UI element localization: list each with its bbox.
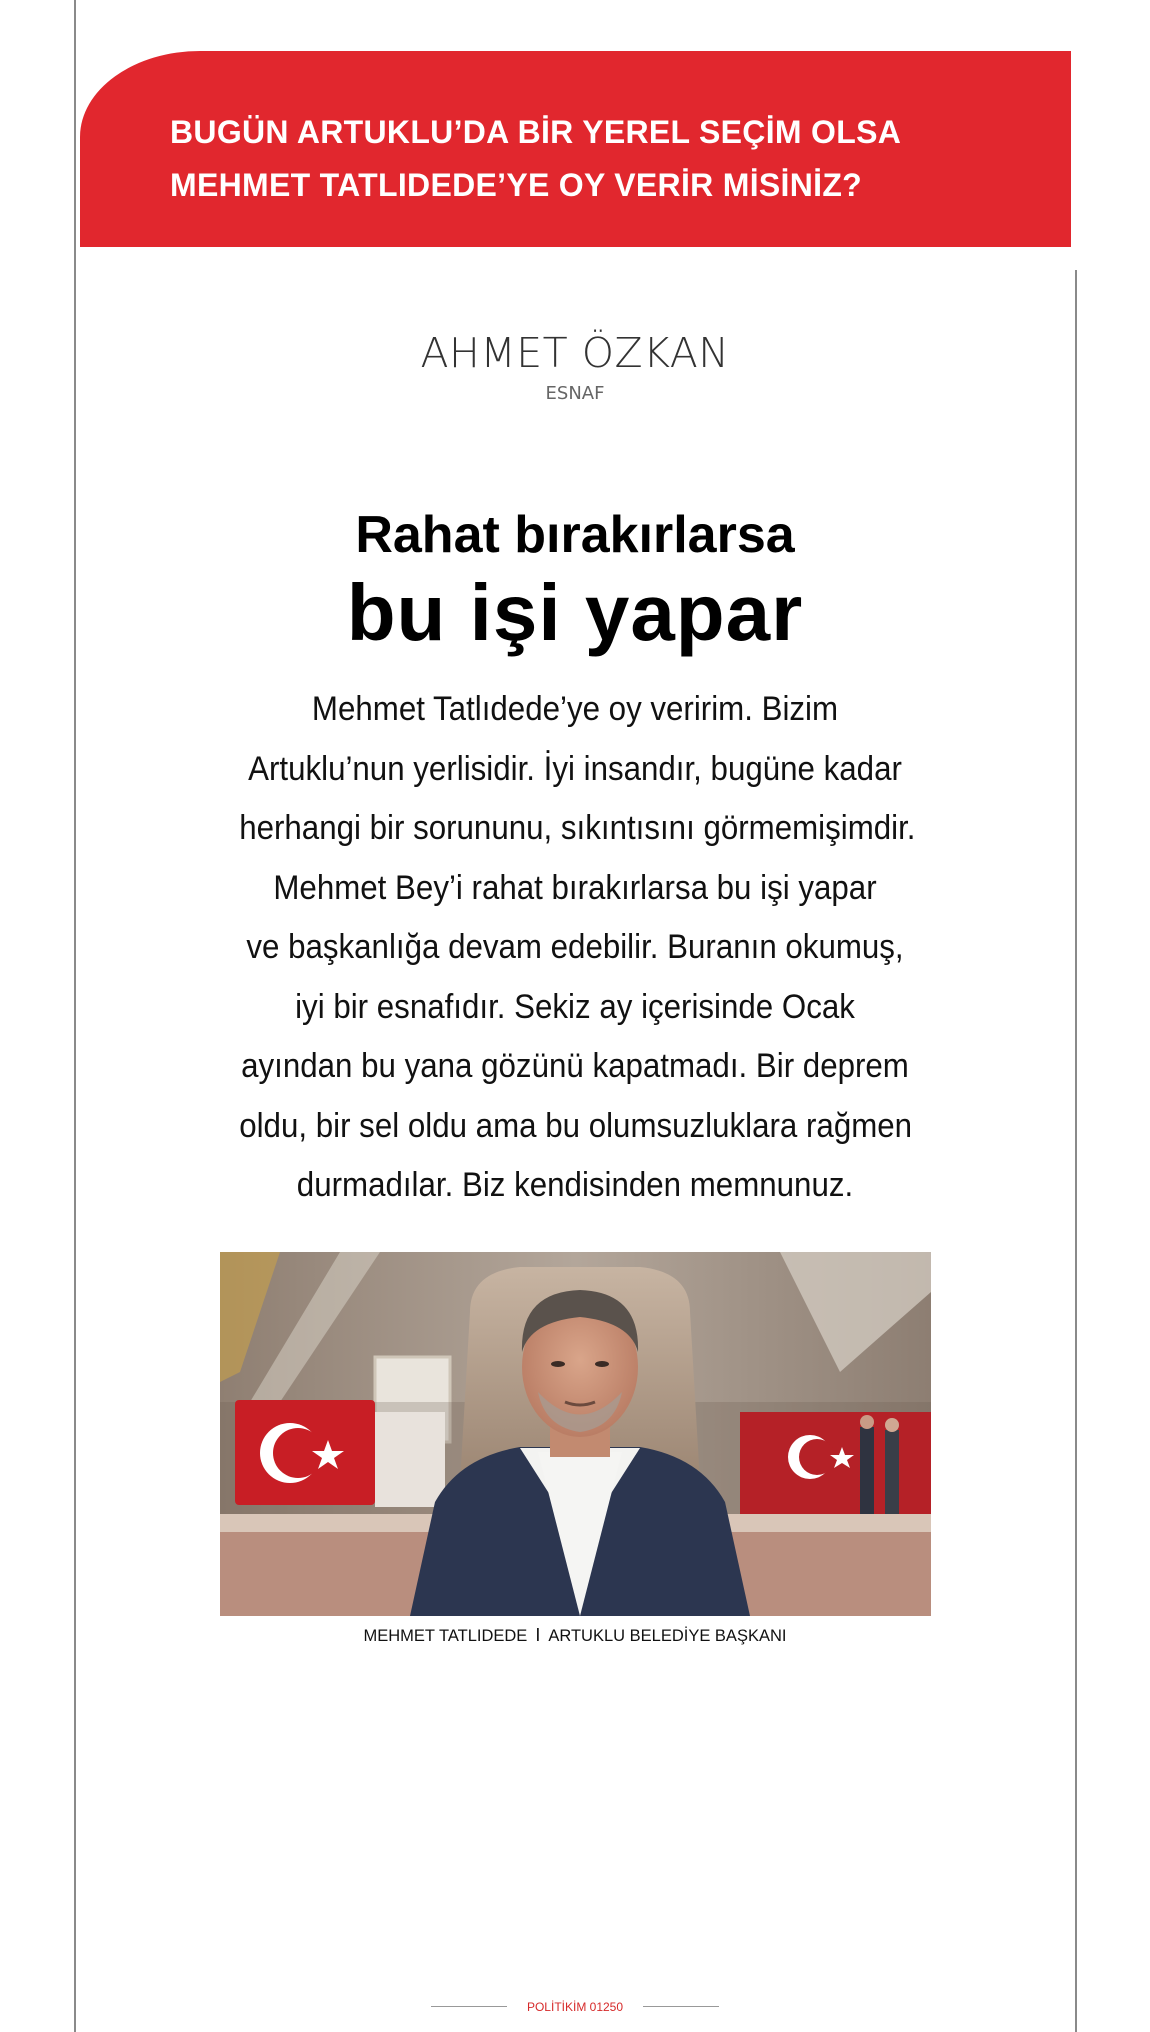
- body-line: herhangi bir sorununu, sıkıntısını görmemişimdir.: [239, 809, 916, 847]
- caption-name: MEHMET TATLIDEDE: [363, 1627, 528, 1645]
- body-line: ayından bu yana gözünü kapatmadı. Bir deprem: [241, 1047, 909, 1085]
- footer-rule-left: [431, 2006, 507, 2007]
- caption-separator: I: [535, 1625, 541, 1645]
- body-line: iyi bir esnafıdır. Sekiz ay içerisinde Ocak: [295, 987, 855, 1026]
- footer-page-label: POLİTİKİM 01250: [526, 1999, 624, 2014]
- caption-title: ARTUKLU BELEDİYE BAŞKANI: [548, 1627, 787, 1645]
- body-line: Mehmet Bey’i rahat bırakırlarsa bu işi yapar: [273, 868, 877, 907]
- headline-line-1: Rahat bırakırlarsa: [355, 506, 795, 564]
- page-footer: [0, 1996, 1150, 2017]
- author-name: AHMET ÖZKAN: [420, 329, 730, 377]
- article-body: [210, 680, 940, 1216]
- headline-line-2: bu işi yapar: [346, 568, 804, 657]
- body-line: oldu, bir sel oldu ama bu olumsuzluklara rağmen: [239, 1106, 913, 1145]
- banner-question-line-1: BUGÜN ARTUKLU’DA BİR YEREL SEÇİM OLSA: [170, 114, 902, 150]
- photo-caption: [0, 1622, 1150, 1649]
- left-page-rule: [74, 0, 76, 2032]
- banner-question-line-2: MEHMET TATLIDEDE’YE OY VERİR MİSİNİZ?: [170, 167, 863, 203]
- question-banner: [80, 51, 1071, 247]
- footer-rule-right: [643, 2006, 719, 2007]
- author-block: [0, 328, 1150, 408]
- mayor-photo: [220, 1252, 931, 1616]
- body-line: Artuklu’nun yerlisidir. İyi insandır, bugüne kadar: [248, 749, 902, 788]
- body-line: durmadılar. Biz kendisinden memnunuz.: [296, 1166, 854, 1204]
- article-headline: [0, 502, 1150, 658]
- body-line: Mehmet Tatlıdede’ye oy veririm. Bizim: [311, 690, 839, 728]
- body-line: ve başkanlığa devam edebilir. Buranın okumuş,: [246, 928, 904, 966]
- author-role: ESNAF: [545, 383, 605, 404]
